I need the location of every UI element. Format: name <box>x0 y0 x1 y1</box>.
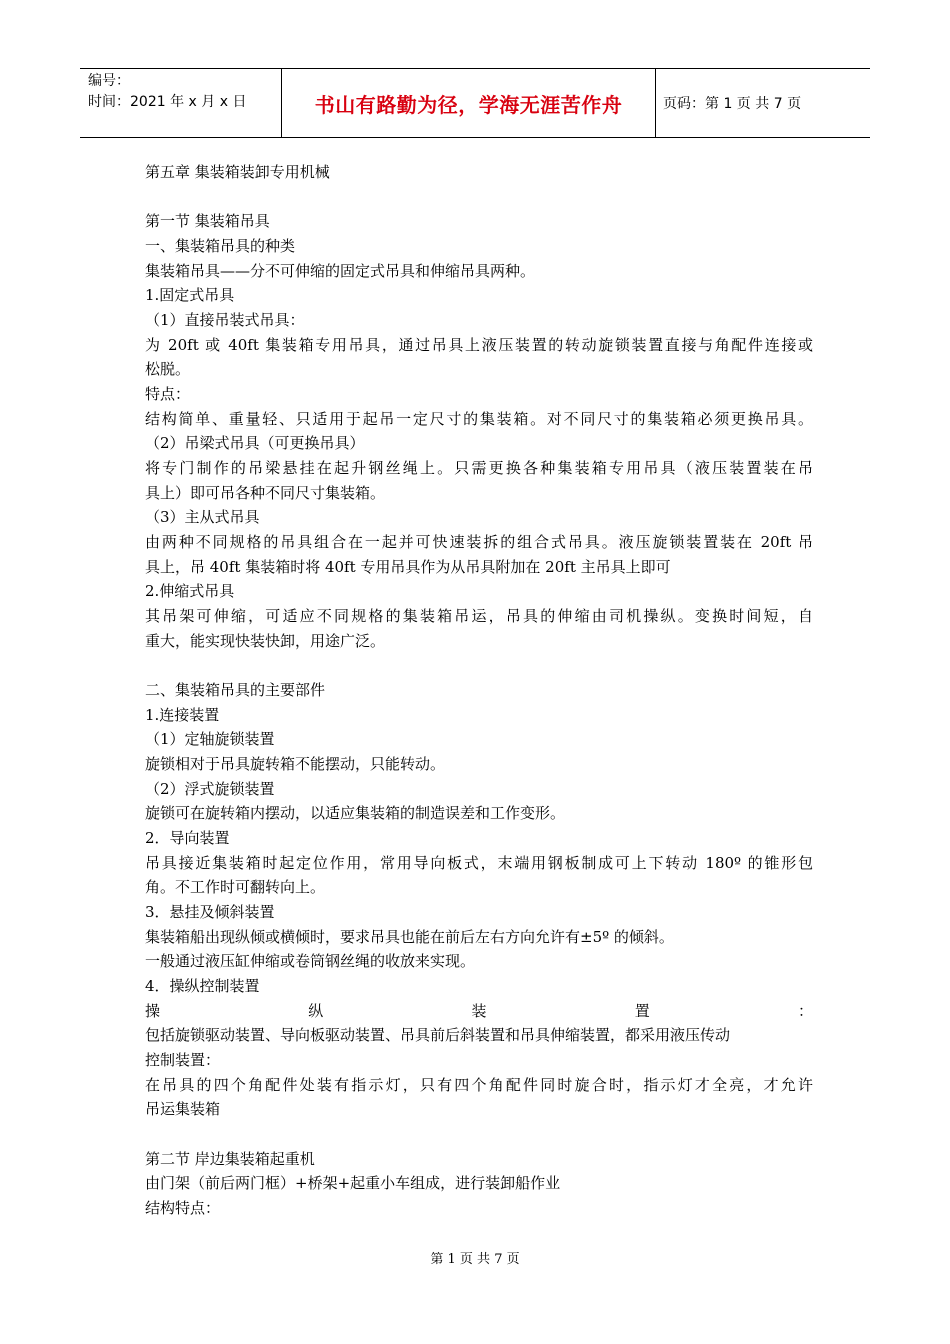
body-line: 控制装置： <box>145 1051 221 1069</box>
body-line: （3）主从式吊具 <box>145 508 260 526</box>
body-line: 结构简单、重量轻、只适用于起吊一定尺寸的集装箱。对不同尺寸的集装箱必须更换吊具。 <box>145 410 813 428</box>
body-line: 其吊架可伸缩，可适应不同规格的集装箱吊运，吊具的伸缩由司机操纵。变换时间短，自 <box>145 607 813 625</box>
body-line: 1.固定式吊具 <box>145 286 235 304</box>
body-line: 第一节 集装箱吊具 <box>145 212 270 230</box>
body-line: 操纵装置： <box>145 1002 813 1020</box>
body-line: 旋锁可在旋转箱内摆动，以适应集装箱的制造误差和工作变形。 <box>145 804 566 822</box>
body-line: 具上）即可吊各种不同尺寸集装箱。 <box>145 484 386 502</box>
page-footer: 第 1 页 共 7 页 <box>430 1252 520 1267</box>
body-line: 一、集装箱吊具的种类 <box>145 237 296 255</box>
body-line: 第五章 集装箱装卸专用机械 <box>145 163 330 181</box>
body-line: 3．悬挂及倾斜装置 <box>145 903 275 921</box>
body-line: 松脱。 <box>145 360 191 378</box>
body-line: 旋锁相对于吊具旋转箱不能摆动，只能转动。 <box>145 755 446 773</box>
body-line: 将专门制作的吊梁悬挂在起升钢丝绳上。只需更换各种集装箱专用吊具（液压装置装在吊 <box>145 459 813 477</box>
body-line: 重大，能实现快装快卸，用途广泛。 <box>145 632 386 650</box>
header-date: 时间：2021 年 x 月 x 日 <box>88 94 247 110</box>
body-line: 具上，吊 40ft 集装箱时将 40ft 专用吊具作为从吊具附加在 20ft 主吊具上即可 <box>145 558 671 576</box>
document-header <box>80 68 870 138</box>
body-line: 包括旋锁驱动装置、导向板驱动装置、吊具前后斜装置和吊具伸缩装置，都采用液压传动 <box>145 1026 731 1044</box>
header-motto: 书山有路勤为径，学海无涯苦作舟 <box>314 93 623 117</box>
header-page-info: 页码：第 1 页 共 7 页 <box>663 96 802 112</box>
body-line: 为 20ft 或 40ft 集装箱专用吊具，通过吊具上液压装置的转动旋锁装置直接与角配件连接或 <box>145 336 813 354</box>
body-line: 特点： <box>145 385 191 403</box>
body-line: 集装箱吊具——分不可伸缩的固定式吊具和伸缩吊具两种。 <box>145 262 536 280</box>
body-line: （2）吊梁式吊具（可更换吊具） <box>145 434 365 452</box>
body-line: 吊具接近集装箱时起定位作用，常用导向板式，末端用钢板制成可上下转动 180º 的锥形包 <box>145 854 813 872</box>
body-line: （1）直接吊装式吊具： <box>145 311 305 329</box>
header-divider <box>655 69 656 137</box>
body-line: 2.伸缩式吊具 <box>145 582 235 600</box>
body-line: 1.连接装置 <box>145 706 220 724</box>
body-line: 由门架（前后两门框）+桥架+起重小车组成，进行装卸船作业 <box>145 1174 561 1192</box>
header-meta <box>88 71 246 113</box>
body-line: 一般通过液压缸伸缩或卷筒钢丝绳的收放来实现。 <box>145 952 476 970</box>
body-line: 2．导向装置 <box>145 829 230 847</box>
body-line: 吊运集装箱 <box>145 1100 221 1118</box>
body-line: 结构特点： <box>145 1199 221 1217</box>
header-number: 编号： <box>88 73 130 89</box>
body-line: 角。不工作时可翻转向上。 <box>145 878 326 896</box>
body-line: 在吊具的四个角配件处装有指示灯，只有四个角配件同时旋合时，指示灯才全亮，才允许 <box>145 1076 813 1094</box>
body-line: 二、集装箱吊具的主要部件 <box>145 681 326 699</box>
body-line: （1）定轴旋锁装置 <box>145 730 275 748</box>
body-line: 集装箱船出现纵倾或横倾时，要求吊具也能在前后左右方向允许有±5º 的倾斜。 <box>145 928 674 946</box>
body-line: 第二节 岸边集装箱起重机 <box>145 1150 315 1168</box>
body-line: （2）浮式旋锁装置 <box>145 780 275 798</box>
body-line: 4．操纵控制装置 <box>145 977 260 995</box>
body-line: 由两种不同规格的吊具组合在一起并可快速装拆的组合式吊具。液压旋锁装置装在 20ft 吊 <box>145 533 813 551</box>
